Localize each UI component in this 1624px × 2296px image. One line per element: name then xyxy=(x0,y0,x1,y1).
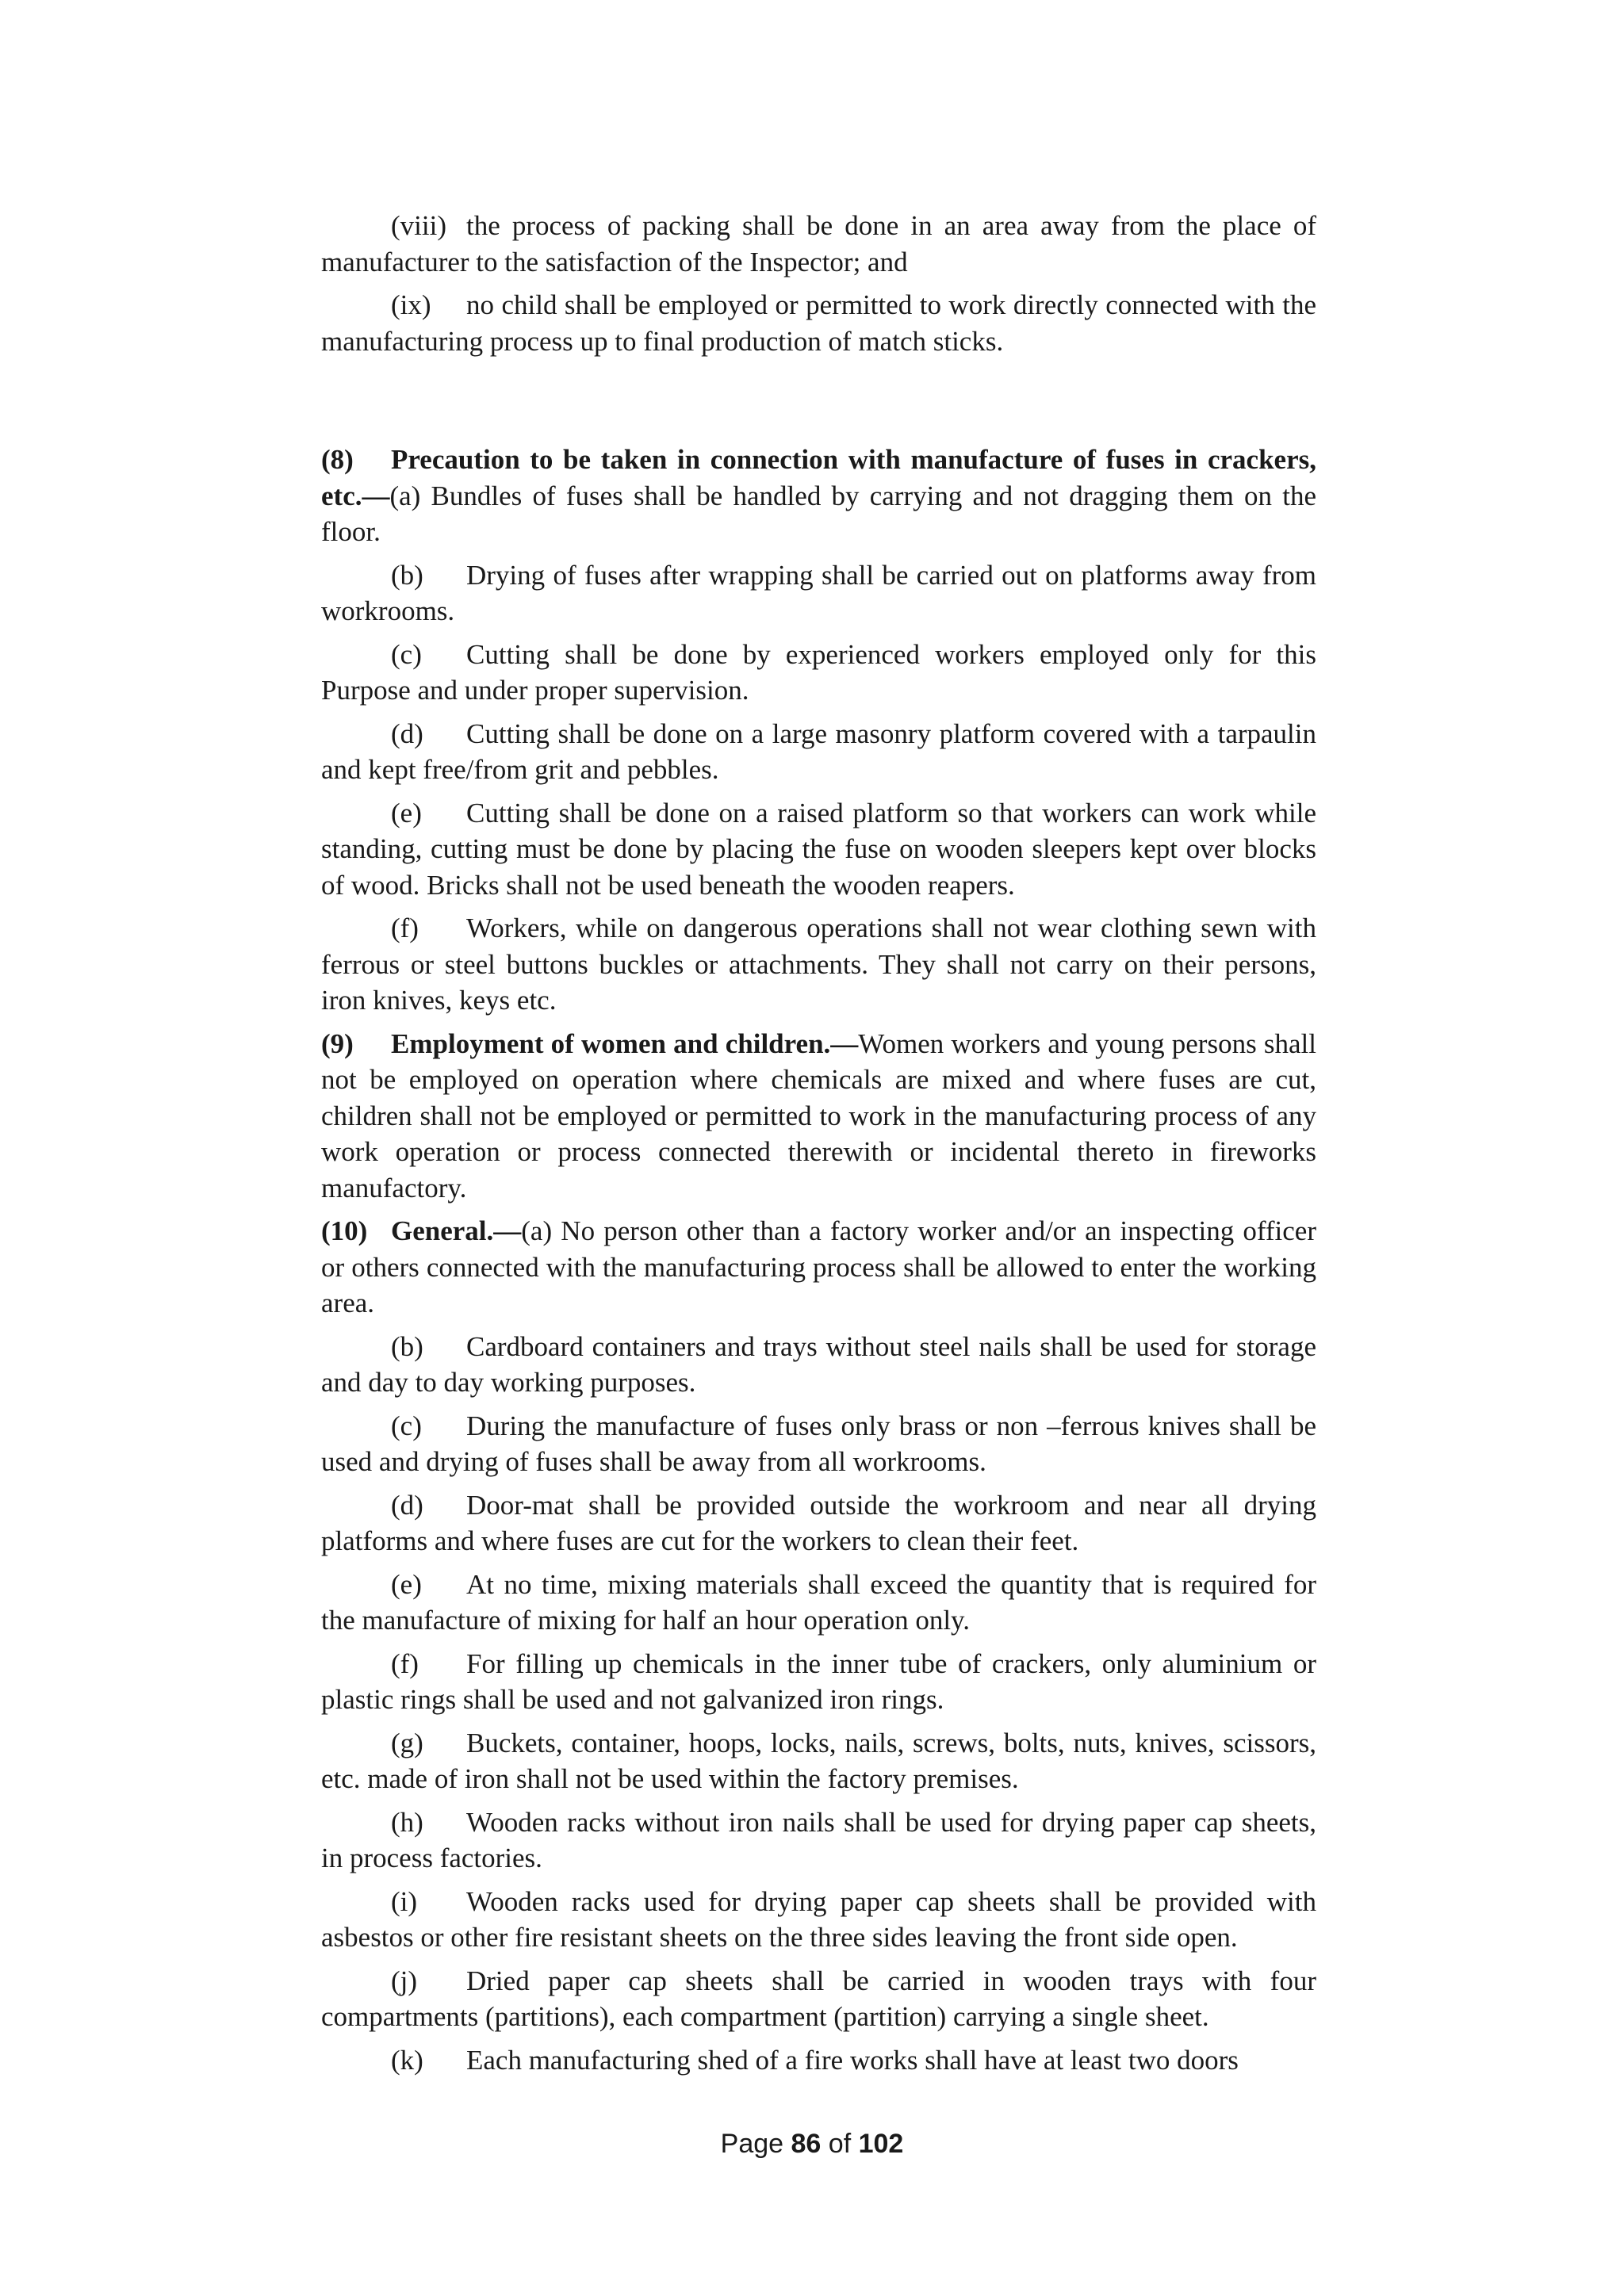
section-heading: Precaution to be taken in connection with manufacture of fuses in crackers, etc.— xyxy=(321,444,1316,511)
section-10-clause xyxy=(321,1725,1316,1797)
section-8-clause xyxy=(321,637,1316,709)
section-10-clause xyxy=(321,1408,1316,1480)
clause-marker: (b) xyxy=(391,1330,423,1362)
section-10-clause xyxy=(321,1646,1316,1718)
current-page-number: 86 xyxy=(791,2129,822,2159)
clause-text: Door-mat shall be provided outside the workroom and near all drying platforms and where fuses are cut for the workers to clean their feet. xyxy=(321,1489,1316,1556)
section-10-paragraph xyxy=(321,1213,1316,1322)
section-9-paragraph xyxy=(321,1026,1316,1207)
section-text: Women workers and young persons shall not be employed on operation where chemicals are mixed and where fuses are cut, children shall not be employed or permitted to work in the manufacturing process of any work operation or process connected therewith or incidental thereto in fireworks manufactory. xyxy=(321,1027,1316,1203)
clause-marker: (c) xyxy=(391,1410,422,1441)
section-10-clause xyxy=(321,1487,1316,1559)
clause-marker: (h) xyxy=(391,1806,423,1838)
section-number: (8) xyxy=(321,444,354,475)
clause-marker: (k) xyxy=(391,2044,423,2076)
clause-marker: (f) xyxy=(391,913,419,943)
clause-marker: (e) xyxy=(391,797,422,828)
section-intro: (a) No person other than a factory worker and/or an inspecting officer or others connected with the manufacturing process shall be allowed to enter the working area. xyxy=(321,1215,1316,1318)
clause-text: Wooden racks used for drying paper cap sheets shall be provided with asbestos or other fire resistant sheets on the three sides leaving the front side open. xyxy=(321,1885,1316,1953)
section-number: (9) xyxy=(321,1027,354,1059)
section-intro: (a) Bundles of fuses shall be handled by carrying and not dragging them on the floor. xyxy=(321,480,1316,547)
section-8-heading-paragraph xyxy=(321,442,1316,550)
clause-text: Dried paper cap sheets shall be carried in wooden trays with four compartments (partitions), each compartment (partition) carrying a single sheet. xyxy=(321,1965,1316,2032)
section-8-clause xyxy=(321,557,1316,629)
clause-text: At no time, mixing materials shall exceed the quantity that is required for the manufacture of mixing for half an hour operation only. xyxy=(321,1568,1316,1636)
clause-text: Cardboard containers and trays without steel nails shall be used for storage and day to day working purposes. xyxy=(321,1330,1316,1398)
section-number: (10) xyxy=(321,1215,368,1246)
clause-text: no child shall be employed or permitted to work directly connected with the manufacturing process up to final production of match sticks. xyxy=(321,289,1316,357)
clause-text: Cutting shall be done on a raised platform so that workers can work while standing, cutting must be done by placing the fuse on wooden sleepers kept over blocks of wood. Bricks shall not be used beneath the wooden reapers. xyxy=(321,797,1316,901)
clause-marker: (b) xyxy=(391,559,423,591)
clause-viii xyxy=(321,208,1316,280)
section-8-clause xyxy=(321,910,1316,1019)
clause-text: Cutting shall be done by experienced workers employed only for this Purpose and under proper supervision. xyxy=(321,638,1316,706)
page-content xyxy=(321,208,1316,2085)
clause-marker: (i) xyxy=(391,1885,418,1917)
page-label: Page xyxy=(720,2129,784,2159)
clause-marker: (j) xyxy=(391,1965,418,1996)
clause-text: the process of packing shall be done in an area away from the place of manufacturer to the satisfaction of the Inspector; and xyxy=(321,210,1316,277)
clause-ix xyxy=(321,287,1316,359)
section-10-clause xyxy=(321,1804,1316,1877)
clause-text: For filling up chemicals in the inner tube of crackers, only aluminium or plastic rings shall be used and not galvanized iron rings. xyxy=(321,1647,1316,1715)
clause-text: Each manufacturing shed of a fire works shall have at least two doors xyxy=(466,2044,1239,2076)
page-of-label: of xyxy=(828,2129,852,2159)
clause-text: Cutting shall be done on a large masonry platform covered with a tarpaulin and kept free/from grit and pebbles. xyxy=(321,718,1316,785)
clause-marker: (g) xyxy=(391,1727,423,1758)
clause-marker: (viii) xyxy=(391,210,446,241)
section-heading: General.— xyxy=(391,1215,522,1246)
section-8-clause xyxy=(321,795,1316,904)
clause-marker: (e) xyxy=(391,1568,422,1600)
clause-text: Drying of fuses after wrapping shall be carried out on platforms away from workrooms. xyxy=(321,559,1316,626)
clause-text: Wooden racks without iron nails shall be used for drying paper cap sheets, in process factories. xyxy=(321,1806,1316,1873)
section-heading: Employment of women and children.— xyxy=(391,1027,859,1059)
section-10-clause xyxy=(321,2042,1316,2079)
clause-text: Buckets, container, hoops, locks, nails, screws, bolts, nuts, knives, scissors, etc. made of iron shall not be used within the factory premises. xyxy=(321,1727,1316,1794)
clause-marker: (c) xyxy=(391,638,422,670)
clause-marker: (d) xyxy=(391,718,423,749)
section-8-clause xyxy=(321,716,1316,788)
section-10-clause xyxy=(321,1963,1316,2035)
page-footer xyxy=(0,2129,1624,2160)
section-10-clause xyxy=(321,1884,1316,1956)
total-page-count: 102 xyxy=(858,2129,904,2159)
section-10-clause xyxy=(321,1329,1316,1401)
section-10-clause xyxy=(321,1567,1316,1639)
clause-marker: (ix) xyxy=(391,289,431,320)
clause-marker: (d) xyxy=(391,1489,423,1521)
clause-marker: (f) xyxy=(391,1647,419,1679)
clause-text: During the manufacture of fuses only brass or non –ferrous knives shall be used and drying of fuses shall be away from all workrooms. xyxy=(321,1410,1316,1477)
clause-text: Workers, while on dangerous operations shall not wear clothing sewn with ferrous or steel buttons buckles or attachments. They shall not carry on their persons, iron knives, keys etc. xyxy=(321,913,1316,1016)
